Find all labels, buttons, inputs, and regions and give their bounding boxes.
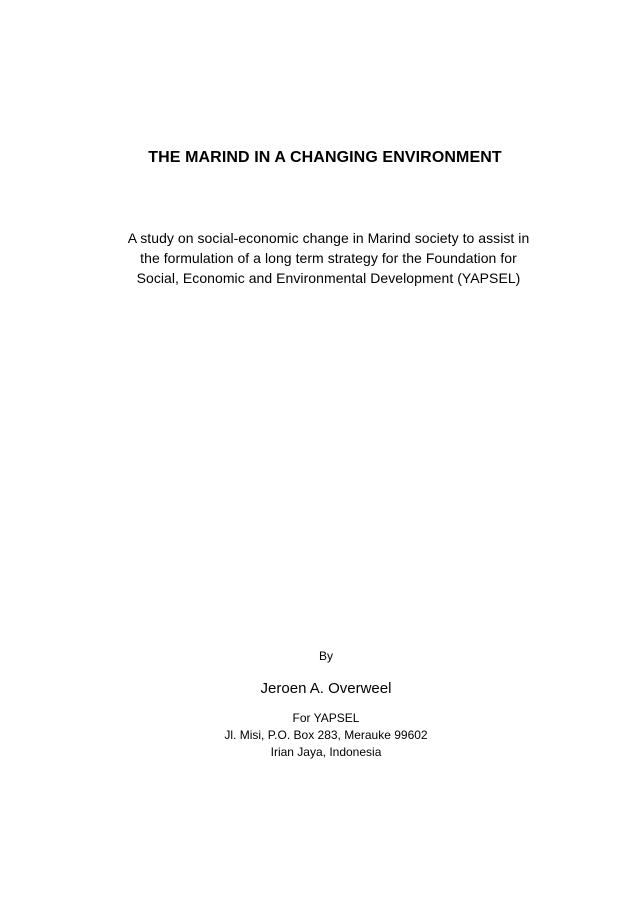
document-title: THE MARIND IN A CHANGING ENVIRONMENT bbox=[148, 149, 502, 166]
address-line: Jl. Misi, P.O. Box 283, Merauke 99602 bbox=[224, 728, 428, 742]
subtitle-line: the formulation of a long term strategy for the Foundation for bbox=[140, 250, 517, 266]
address-block bbox=[0, 710, 638, 761]
author-name: Jeroen A. Overweel bbox=[260, 680, 392, 697]
address-line: Irian Jaya, Indonesia bbox=[270, 745, 382, 759]
address-line: For YAPSEL bbox=[292, 711, 360, 725]
subtitle-line: A study on social-economic change in Marind society to assist in bbox=[127, 230, 530, 246]
by-label: By bbox=[318, 649, 333, 663]
subtitle-line: Social, Economic and Environmental Development (YAPSEL) bbox=[136, 270, 521, 286]
document-subtitle bbox=[112, 228, 545, 288]
